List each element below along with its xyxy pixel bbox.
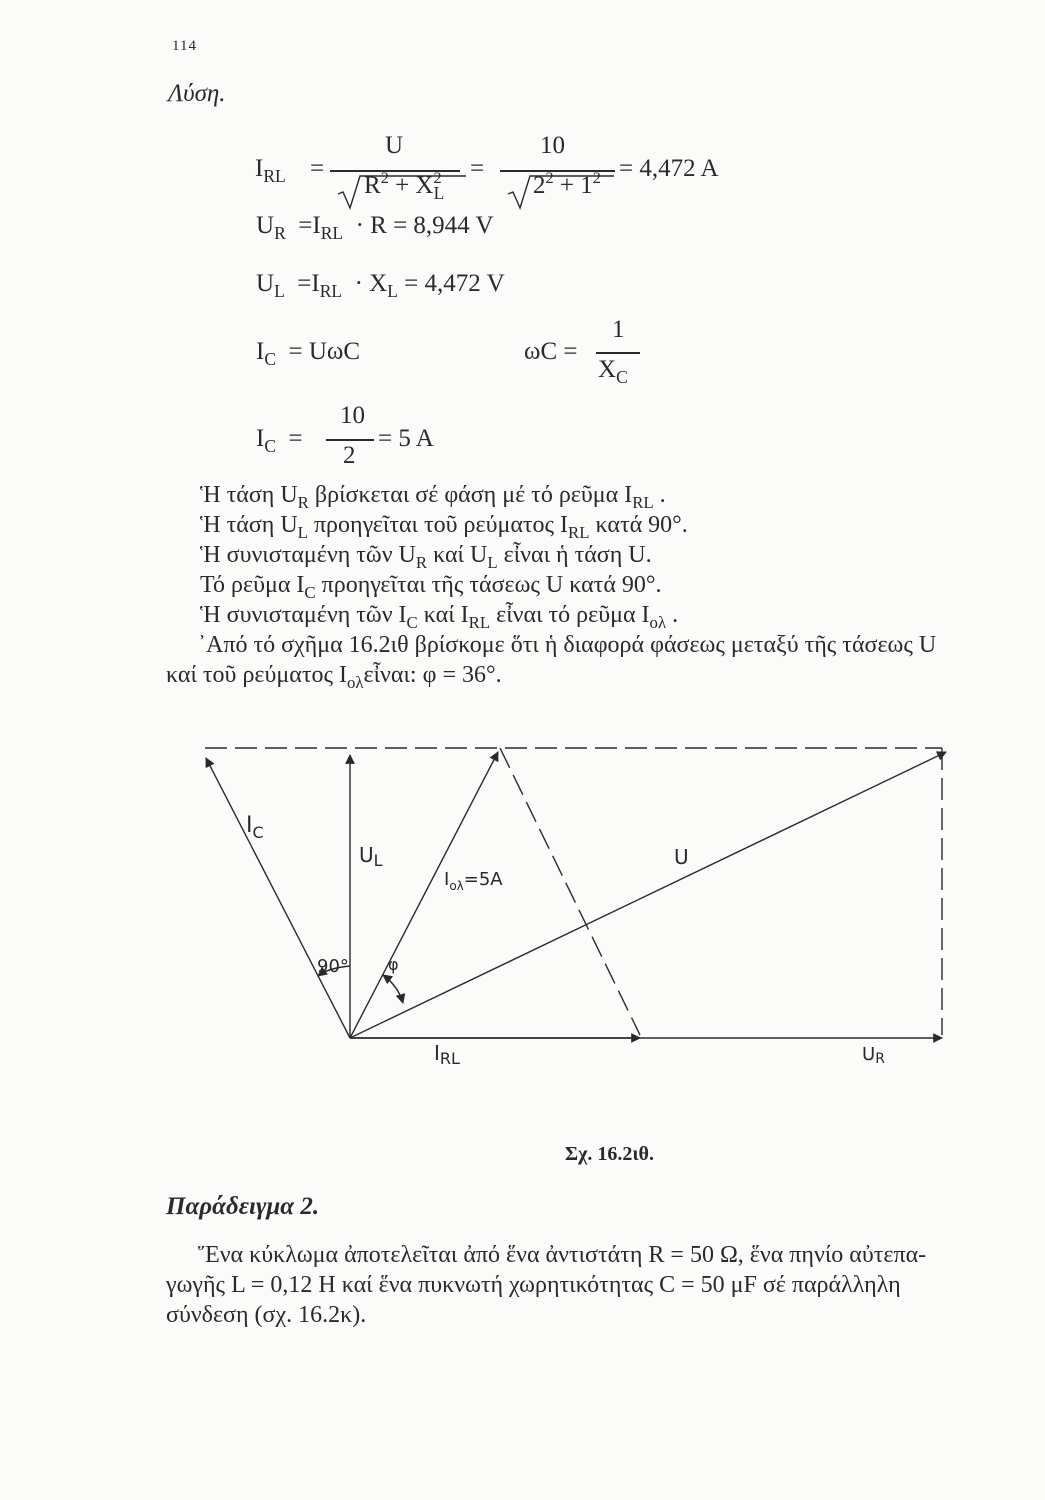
example-title: Παράδειγμα 2. xyxy=(166,1193,320,1220)
ic2-lhs: $I_C$ = xyxy=(256,425,303,456)
example-line-3: σύνδεση (σχ. 16.2κ). xyxy=(166,1302,367,1328)
label-ul: $U_L$ xyxy=(359,843,383,870)
u-vector xyxy=(350,752,946,1038)
irl-denominator-2: $2^2 + 1^2$ xyxy=(533,169,601,199)
dashed-diagonal-line xyxy=(500,748,640,1035)
ic2-numerator: 10 xyxy=(340,402,365,429)
text-line-2: Ἡ τάση $U_L$ προηγεῖται τοῦ ρεύματος $I_{RL}$ κατά 90°. xyxy=(200,512,688,542)
figure-caption: Σχ. 16.2ιθ. xyxy=(565,1143,654,1165)
ic2-denominator: 2 xyxy=(343,442,356,469)
page-number: 114 xyxy=(172,38,197,54)
ic2-result: = 5 A xyxy=(378,425,434,452)
text-line-7: καί τοῦ ρεύματος $I_{o\lambda}\varepsilon ἶ\nu\alpha\iota$: φ = 36°. xyxy=(166,662,502,692)
irl-denominator-1: $R^2 + X^2_L$ xyxy=(364,169,445,203)
example-line-2: γωγῆς L = 0,12 H καί ἕνα πυκνωτή χωρητικότητας C = 50 μF σέ παράλληλη xyxy=(166,1272,901,1298)
text-line-1: Ἡ τάση $U_R$ βρίσκεται σέ φάση μέ τό ρεῦμα $I_{RL}$ . xyxy=(200,482,666,512)
irl-lhs: $I_{RL}$ xyxy=(255,155,286,186)
irl-result: = 4,472 A xyxy=(619,155,719,182)
label-90: 90° xyxy=(317,956,349,977)
text-line-3: Ἡ συνισταμένη τῶν $U_R$ καί $U_L$ εἶναι ἡ τάση U. xyxy=(200,542,652,572)
label-iol: $I_{o\lambda}=5A$ xyxy=(444,869,503,893)
ul-formula: $U_L =I_{RL} \cdot X_L = 4,472$ V xyxy=(256,270,505,301)
label-irl: $I_{RL}$ xyxy=(434,1041,460,1068)
label-ic: $I_C$ xyxy=(246,813,264,842)
text-line-6: ᾿Από τό σχῆμα 16.2ιθ βρίσκομε ὅτι ἡ διαφορά φάσεως μεταξύ τῆς τάσεως U xyxy=(198,632,937,658)
eq-sign: = xyxy=(310,155,325,182)
wc-formula: ωC = xyxy=(524,338,578,365)
wc-denominator: $X_C$ xyxy=(598,356,628,387)
ic-vector xyxy=(206,758,350,1038)
example-line-1: Ἕνα κύκλωμα ἀποτελεῖται ἀπό ἕνα ἀντιστάτη R = 50 Ω, ἕνα πηνίο αὐτεπα- xyxy=(198,1242,927,1268)
angle-phi-arc xyxy=(383,975,403,1003)
iol-vector xyxy=(350,752,498,1038)
irl-numerator-2: 10 xyxy=(540,132,565,159)
solution-heading: Λύση. xyxy=(168,80,226,107)
text-line-5: Ἡ συνισταμένη τῶν $I_C$ καί $I_{RL}$ εἶναι τό ρεῦμα $I_{o\lambda}$ . xyxy=(200,602,679,632)
ur-formula: $U_R =I_{RL} \cdot R = 8,944$ V xyxy=(256,212,494,243)
wc-numerator: 1 xyxy=(612,316,625,343)
label-phi: φ xyxy=(388,955,399,974)
label-u: U xyxy=(674,845,689,869)
eq-sign: = xyxy=(470,155,485,182)
label-ur: UR xyxy=(862,1044,885,1067)
irl-numerator-1: U xyxy=(385,132,404,159)
text-line-4: Τό ρεῦμα $I_C$ προηγεῖται τῆς τάσεως U κατά 90°. xyxy=(200,572,662,602)
ic-formula: $I_C = U\omega C$ xyxy=(256,338,361,369)
